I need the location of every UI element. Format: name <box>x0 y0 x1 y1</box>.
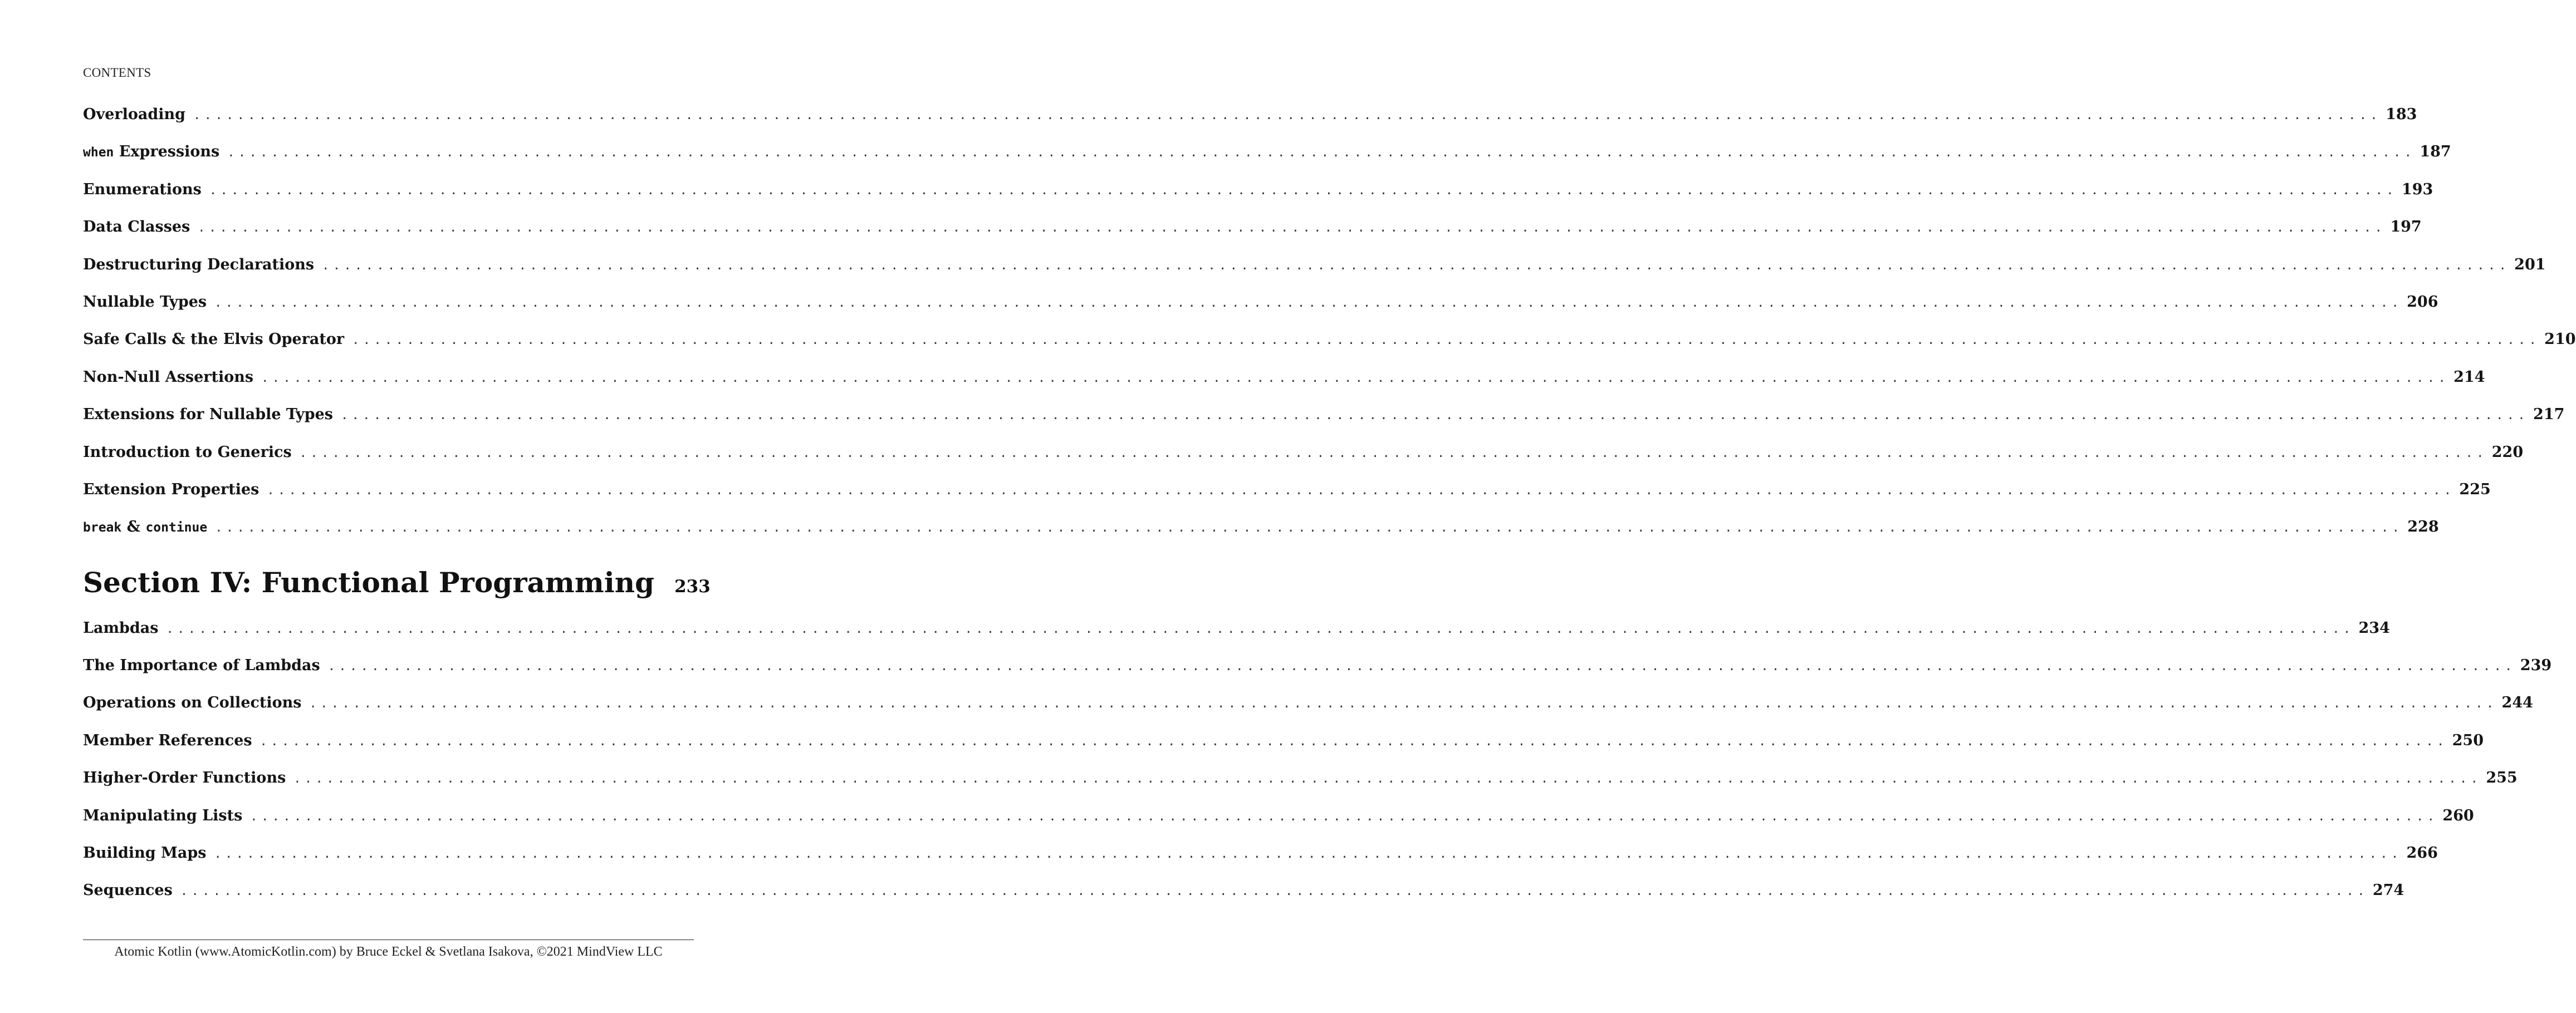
toc-entry-title <box>83 807 250 824</box>
title-text: Non-Null Assertions <box>83 368 254 386</box>
toc-entry-page-number: 244 <box>2501 694 2533 712</box>
toc-entry[interactable] <box>83 731 2484 769</box>
toc-entry-page-number: 197 <box>2390 218 2422 236</box>
toc-entry[interactable] <box>83 106 2417 143</box>
running-header: CONTENTS <box>83 66 151 80</box>
toc-entry-title <box>83 732 260 749</box>
dot-leader: ........................................................................................................................................................................................................ <box>261 371 2450 385</box>
title-text: Expressions <box>114 143 220 161</box>
toc-entry[interactable] <box>83 218 2422 255</box>
toc-entry[interactable] <box>83 619 2390 657</box>
dot-leader: ........................................................................................................................................................................................................ <box>166 622 2354 636</box>
toc-entry[interactable] <box>83 769 2518 807</box>
toc-entry-title <box>83 694 310 711</box>
title-text: Manipulating Lists <box>83 807 243 824</box>
dot-leader: ........................................................................................................................................................................................................ <box>309 697 2497 711</box>
toc-entry-title <box>83 106 193 123</box>
toc-list-top <box>83 106 2576 556</box>
dot-leader: ........................................................................................................................................................................................................ <box>293 772 2482 786</box>
dot-leader: ........................................................................................................................................................................................................ <box>180 884 2368 899</box>
toc-entry[interactable] <box>83 255 2546 293</box>
toc-entry-title <box>83 619 166 637</box>
dot-leader: ........................................................................................................................................................................................................ <box>214 847 2402 862</box>
title-text: Operations on Collections <box>83 694 302 712</box>
toc-entry-page-number: 234 <box>2358 619 2390 637</box>
title-text: Building Maps <box>83 844 207 862</box>
toc-entry-page-number: 217 <box>2533 406 2565 424</box>
title-text: Safe Calls & the Elvis Operator <box>83 331 345 348</box>
toc-entry-page-number: 206 <box>2407 293 2438 311</box>
code-keyword: break <box>83 520 122 535</box>
title-text: Destructuring Declarations <box>83 255 315 273</box>
dot-leader: ........................................................................................................................................................................................................ <box>193 109 2382 122</box>
toc-entry-page-number: 193 <box>2401 180 2433 198</box>
toc-entry-title <box>83 406 341 423</box>
dot-leader: ........................................................................................................................................................................................................ <box>259 734 2448 749</box>
title-text: Data Classes <box>83 218 190 236</box>
toc-entry-page-number: 225 <box>2459 480 2491 498</box>
toc-entry-title <box>83 518 215 535</box>
title-text: The Importance of Lambdas <box>83 657 320 675</box>
dot-leader: ........................................................................................................................................................................................................ <box>198 221 2386 235</box>
toc-entry-page-number: 250 <box>2452 731 2484 749</box>
toc-entry-page-number: 183 <box>2386 106 2417 123</box>
title-text: Extensions for Nullable Types <box>83 406 334 424</box>
toc-entry-title <box>83 882 180 899</box>
dot-leader: ........................................................................................................................................................................................................ <box>209 183 2397 198</box>
dot-leader: ........................................................................................................................................................................................................ <box>352 333 2540 348</box>
toc-entry[interactable] <box>83 143 2451 180</box>
toc-entry-page-number: 201 <box>2514 255 2546 273</box>
toc-entry[interactable] <box>83 331 2576 368</box>
toc-entry-title <box>83 218 198 235</box>
toc-entry[interactable] <box>83 882 2404 919</box>
dot-leader: ........................................................................................................................................................................................................ <box>215 521 2403 535</box>
toc-entry[interactable] <box>83 807 2474 844</box>
toc-entry-page-number: 239 <box>2520 657 2552 675</box>
dot-leader: ........................................................................................................................................................................................................ <box>227 146 2416 160</box>
title-text: Introduction to Generics <box>83 443 292 461</box>
toc-entry-page-number: 187 <box>2420 143 2451 161</box>
dot-leader: ........................................................................................................................................................................................................ <box>322 258 2510 273</box>
toc-entry-title <box>83 181 209 198</box>
toc-entry-page-number: 214 <box>2453 368 2485 386</box>
page-footer: Atomic Kotlin (www.AtomicKotlin.com) by Bruce Eckel & Svetlana Isakova, ©2021 MindView LLC <box>114 945 663 959</box>
dot-leader: ........................................................................................................................................................................................................ <box>299 446 2487 460</box>
title-text: Enumerations <box>83 180 202 198</box>
toc-entry[interactable] <box>83 406 2565 443</box>
code-keyword: when <box>83 145 114 160</box>
title-text: Higher-Order Functions <box>83 769 286 787</box>
toc-entry-title <box>83 256 322 273</box>
toc-entry[interactable] <box>83 518 2439 555</box>
title-text: Member References <box>83 731 252 749</box>
toc-entry[interactable] <box>83 180 2433 218</box>
toc-entry[interactable] <box>83 657 2552 694</box>
toc-entry-page-number: 220 <box>2491 443 2524 461</box>
section-page-number: 233 <box>674 576 711 597</box>
title-text: Nullable Types <box>83 293 207 311</box>
toc-list-bottom <box>83 619 2552 919</box>
toc-entry-title <box>83 481 267 498</box>
toc-entry[interactable] <box>83 368 2485 406</box>
toc-entry-title <box>83 293 214 311</box>
toc-entry-title <box>83 143 227 160</box>
section-title: Section IV: Functional Programming <box>83 565 655 599</box>
toc-entry-page-number: 255 <box>2486 769 2518 787</box>
toc-entry[interactable] <box>83 443 2524 481</box>
toc-entry[interactable] <box>83 480 2491 518</box>
toc-entry-page-number: 266 <box>2406 844 2438 862</box>
dot-leader: ........................................................................................................................................................................................................ <box>341 409 2529 423</box>
dot-leader: ........................................................................................................................................................................................................ <box>327 660 2516 674</box>
toc-entry-page-number: 274 <box>2372 882 2404 899</box>
title-text: Sequences <box>83 882 173 899</box>
dot-leader: ........................................................................................................................................................................................................ <box>214 296 2403 310</box>
dot-leader: ........................................................................................................................................................................................................ <box>267 483 2455 498</box>
toc-section-heading[interactable] <box>83 565 711 619</box>
code-keyword: continue <box>145 520 208 535</box>
toc-entry-page-number: 210 <box>2544 331 2576 348</box>
toc-entry-title <box>83 444 300 461</box>
toc-entry-page-number: 228 <box>2407 518 2439 536</box>
toc-entry-title <box>83 657 328 674</box>
toc-entry-page-number: 260 <box>2442 807 2474 824</box>
title-text: Extension Properties <box>83 480 259 498</box>
toc-entry-title <box>83 844 214 862</box>
title-text: Lambdas <box>83 619 159 637</box>
toc-entry[interactable] <box>83 844 2438 882</box>
title-text: & <box>121 518 146 536</box>
toc-entry-title <box>83 368 261 386</box>
toc-entry[interactable] <box>83 694 2533 731</box>
table-of-contents <box>83 106 2576 919</box>
title-text: Overloading <box>83 106 186 123</box>
dot-leader: ........................................................................................................................................................................................................ <box>250 809 2438 824</box>
toc-entry-title <box>83 331 352 348</box>
toc-entry-title <box>83 769 293 786</box>
toc-entry[interactable] <box>83 293 2438 331</box>
